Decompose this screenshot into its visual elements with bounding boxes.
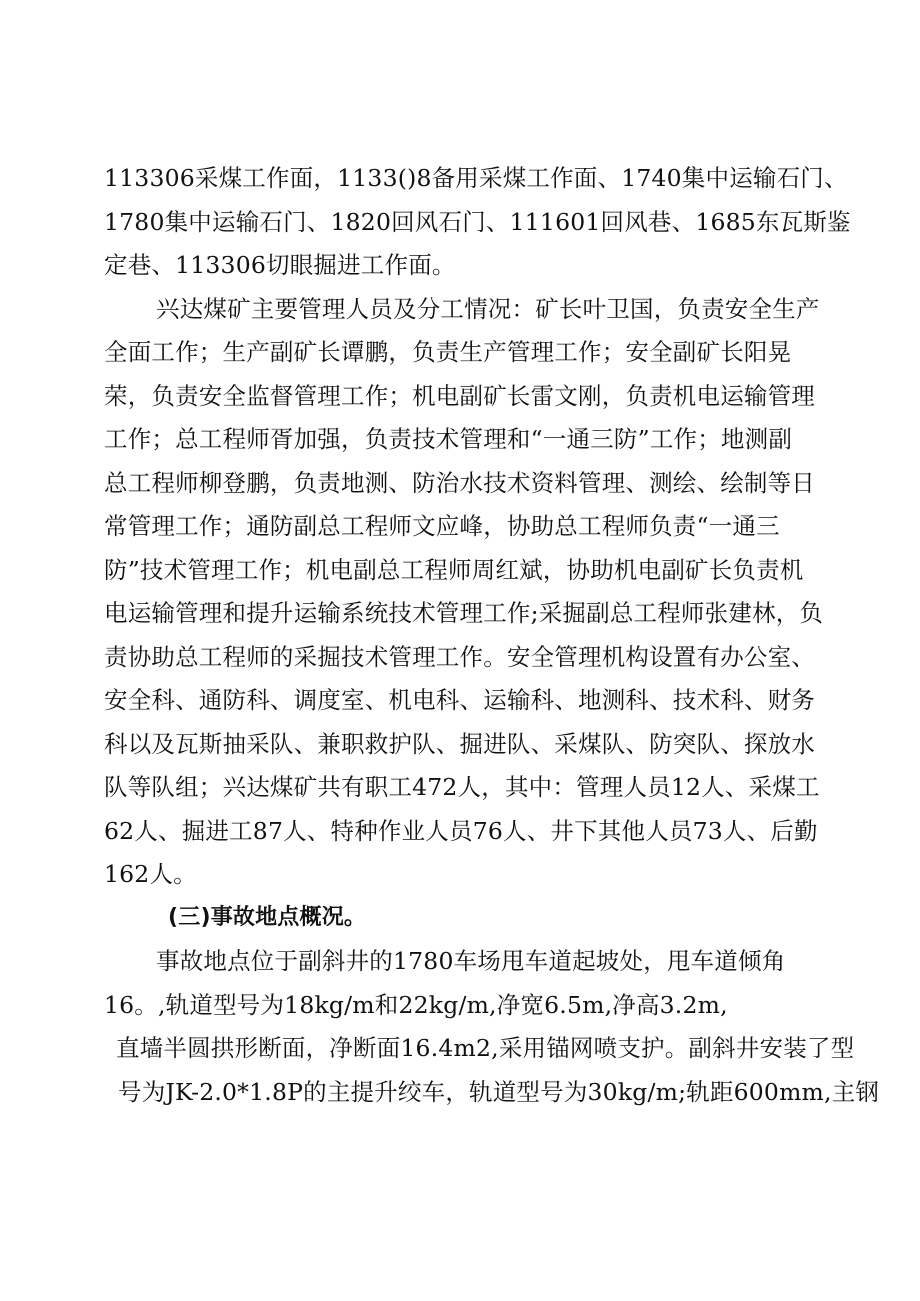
paragraph-2-line-5: 总工程师柳登鹏，负责地测、防治水技术资料管理、测绘、绘制等日 <box>104 469 815 497</box>
paragraph-1-line-2: 1780集中运输石门、1820回风石门、111601回风巷、1685东瓦斯鉴 <box>104 208 851 236</box>
paragraph-2-line-9: 责协助总工程师的采掘技术管理工作。安全管理机构设置有办公室、 <box>104 643 815 671</box>
paragraph-2-line-3: 荣，负责安全监督管理工作；机电副矿长雷文刚，负责机电运输管理 <box>104 382 815 410</box>
paragraph-3-line-2: 16。,轨道型号为18kg∕m和22kg∕m,净宽6.5m,净高3.2m, <box>104 991 728 1019</box>
paragraph-2-line-12: 队等队组；兴达煤矿共有职工472人，其中：管理人员12人、采煤工 <box>104 773 820 801</box>
paragraph-2-line-6: 常管理工作；通防副总工程师文应峰，协助总工程师负责“一通三 <box>104 512 780 540</box>
paragraph-1-line-1: 113306采煤工作面，1133()8备用采煤工作面、1740集中运输石门、 <box>104 164 848 192</box>
section-heading: (三)事故地点概况。 <box>168 905 367 930</box>
paragraph-2-line-4: 工作；总工程师胥加强，负责技术管理和“一通三防”工作；地测副 <box>104 425 793 453</box>
paragraph-3-line-3: 直墙半圆拱形断面，净断面16.4m2,采用锚网喷支护。副斜井安装了型 <box>116 1034 855 1062</box>
paragraph-2-line-2: 全面工作；生产副矿长谭鹏，负责生产管理工作；安全副矿长阳晃 <box>104 338 792 366</box>
paragraph-3-line-4: 号为JK-2.0*1.8P的主提升绞车，轨道型号为30kg∕m;轨距600mm,主钢 <box>118 1078 880 1106</box>
paragraph-2-line-10: 安全科、通防科、调度室、机电科、运输科、地测科、技术科、财务 <box>104 686 815 714</box>
paragraph-2-line-8: 电运输管理和提升运输系统技术管理工作;采掘副总工程师张建林，负 <box>104 599 824 627</box>
paragraph-2-line-14: 162人。 <box>104 860 197 888</box>
paragraph-1-line-3: 定巷、113306切眼掘进工作面。 <box>104 251 456 279</box>
paragraph-3-line-1: 事故地点位于副斜井的1780车场甩车道起坡处，甩车道倾角 <box>156 947 786 975</box>
paragraph-2-line-13: 62人、掘进工87人、特种作业人员76人、井下其他人员73人、后勤 <box>104 817 818 845</box>
paragraph-2-line-11: 科以及瓦斯抽采队、兼职救护队、掘进队、采煤队、防突队、探放水 <box>104 730 815 758</box>
paragraph-2-line-7: 防”技术管理工作；机电副总工程师周红斌，协助机电副矿长负责机 <box>104 556 804 584</box>
paragraph-2-line-1: 兴达煤矿主要管理人员及分工情况：矿长叶卫国，负责安全生产 <box>156 295 820 323</box>
